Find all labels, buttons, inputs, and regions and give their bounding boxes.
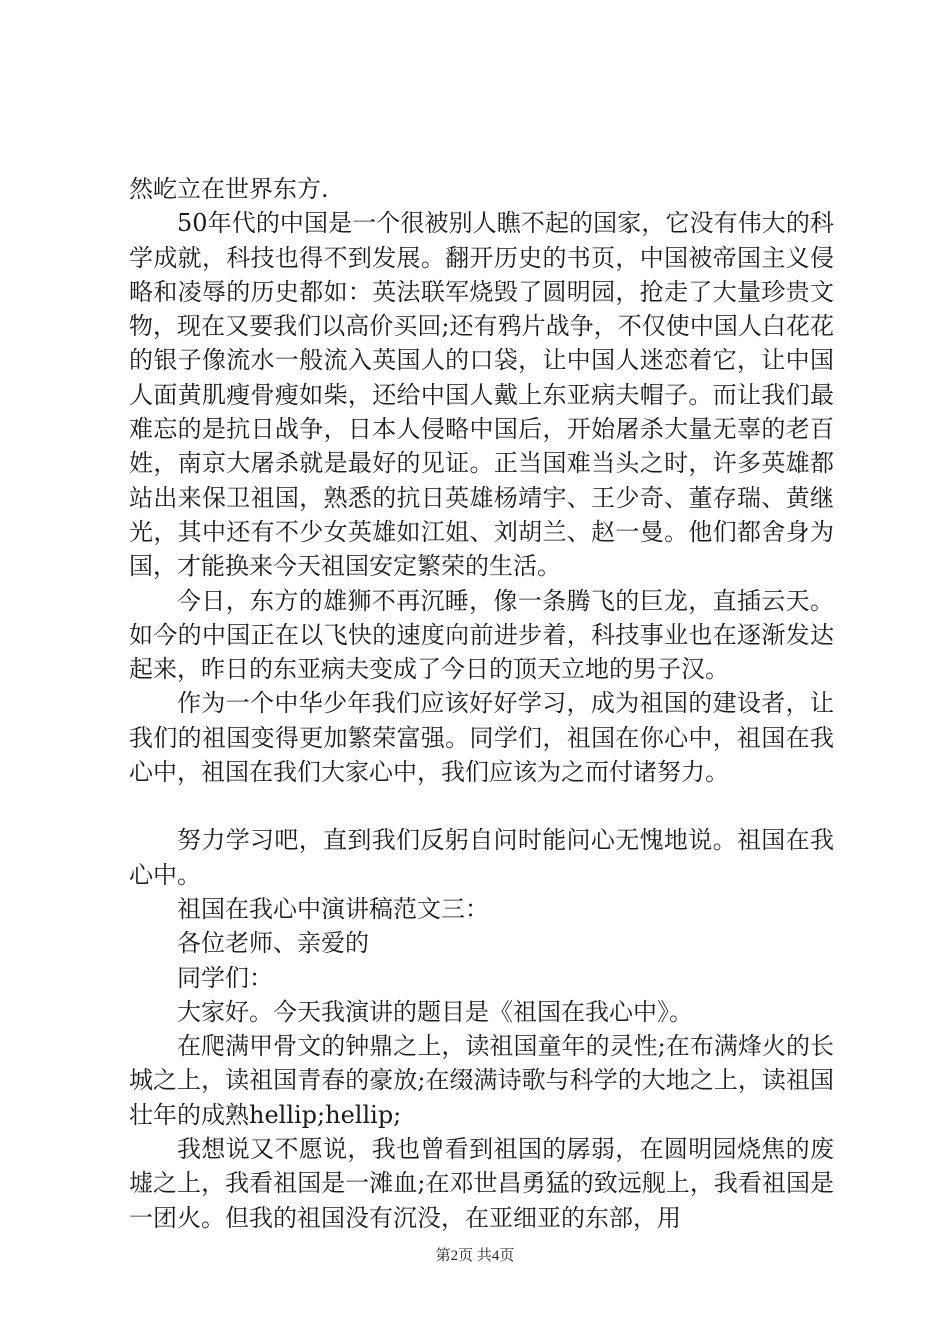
paragraph-continuation: 然屹立在世界东方. (129, 175, 329, 203)
document-body (129, 172, 834, 1235)
paragraph-today: 今日，东方的雄狮不再沉睡，像一条腾飞的巨龙，直插云天。如今的中国正在以飞快的速度向前进步着，科技事业也在逐渐发达起来，昨日的东亚病夫变成了今日的顶天立地的男子汉。 (129, 586, 834, 684)
paragraph-study: 努力学习吧，直到我们反躬自问时能问心无愧地说。祖国在我心中。 (129, 826, 834, 889)
paragraph-gap (129, 789, 834, 823)
paragraph-ancient: 在爬满甲骨文的钟鼎之上，读祖国童年的灵性;在布满烽火的长城之上，读祖国青春的豪放;在缀满诗歌与科学的大地之上，读祖国壮年的成熟hellip;hellip; (129, 1032, 834, 1129)
greeting-teachers: 各位老师、亲爱的 (177, 929, 369, 958)
paragraph-history: 50年代的中国是一个很被别人瞧不起的国家，它没有伟大的科学成就，科技也得不到发展。翻开历史的书页，中国被帝国主义侵略和凌辱的历史都如：英法联军烧毁了圆明园，抢走了大量珍贵文物，现在又要我们以高价买回;还有鸦片战争，不仅使中国人白花花的银子像流水一般流入英国人的口袋，让中国人迷恋着它，让中国人面黄肌瘦骨瘦如柴，还给中国人戴上东亚病夫帽子。而让我们最难忘的是抗日战争，日本人侵略中国后，开始屠杀大量无辜的老百姓，南京大屠杀就是最好的见证。正当国难当头之时，许多英雄都站出来保卫祖国，熟悉的抗日英雄杨靖宇、王少奇、董存瑞、黄继光，其中还有不少女英雄如江姐、刘胡兰、赵一曼。他们都舍身为国，才能换来今天祖国安定繁荣的生活。 (129, 209, 834, 581)
section-heading: 祖国在我心中演讲稿范文三： (177, 894, 489, 923)
greeting-students: 同学们： (177, 963, 273, 992)
page-number: 第2页 共4页 (435, 1248, 515, 1264)
speech-intro: 大家好。今天我演讲的题目是《祖国在我心中》。 (177, 997, 693, 1026)
paragraph-youth: 作为一个中华少年我们应该好好学习，成为祖国的建设者，让我们的祖国变得更加繁荣富强。同学们，祖国在你心中，祖国在我心中，祖国在我们大家心中，我们应该为之而付诸努力。 (129, 689, 834, 787)
paragraph-weakness: 我想说又不愿说，我也曾看到祖国的孱弱，在圆明园烧焦的废墟之上，我看祖国是一滩血;在邓世昌勇猛的致远舰上，我看祖国是一团火。但我的祖国没有沉没，在亚细亚的东部，用 (129, 1135, 834, 1232)
